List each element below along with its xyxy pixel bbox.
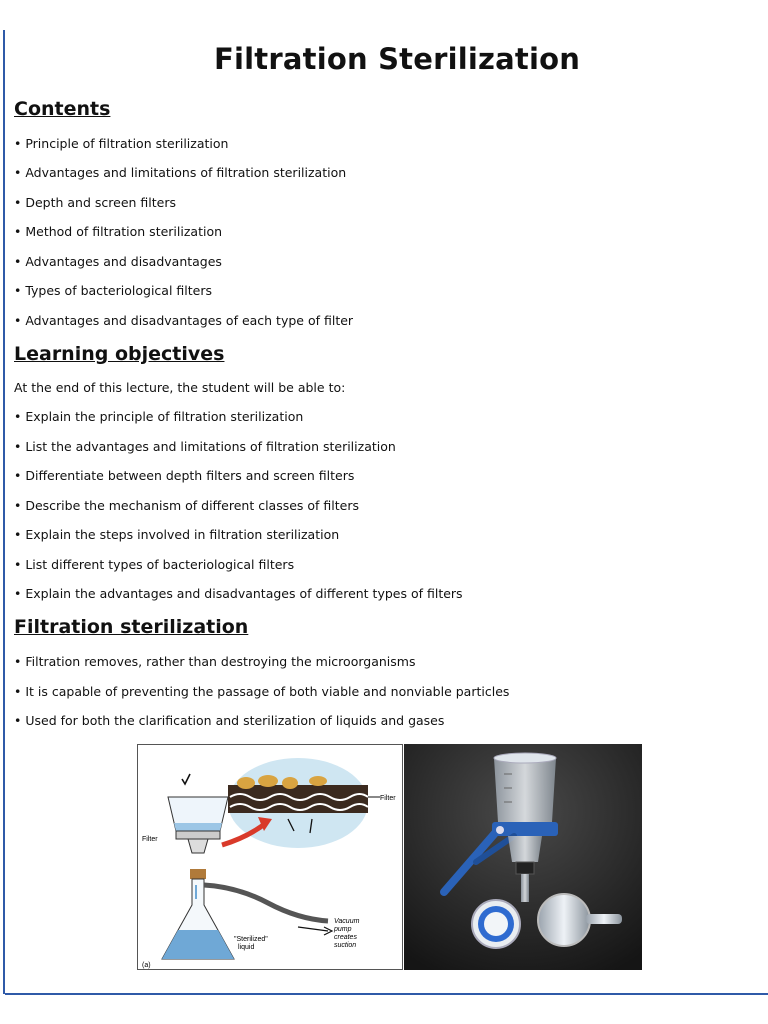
sterilized-label: "Sterilized" [234, 936, 268, 943]
objective-item: • Differentiate between depth filters and screen filters [14, 468, 355, 483]
objective-item: • Explain the steps involved in filtration sterilization [14, 527, 340, 542]
particle [309, 776, 327, 786]
objective-item: • Explain the principle of filtration sterilization [14, 409, 304, 424]
glass-funnel [494, 758, 556, 822]
filtration-item: • Filtration removes, rather than destroying the microorganisms [14, 654, 416, 669]
objectives-intro: At the end of this lecture, the student will be able to: [14, 380, 346, 395]
contents-item: • Advantages and limitations of filtration sterilization [14, 165, 347, 180]
page-left-border [3, 30, 5, 994]
contents-item: • Types of bacteriological filters [14, 283, 212, 298]
stopper [516, 862, 534, 874]
filter-label-right: Filter [380, 795, 396, 802]
contents-item: • Depth and screen filters [14, 195, 176, 210]
contents-item: • Advantages and disadvantages [14, 254, 222, 269]
vacuum-label: Vacuum [334, 918, 360, 925]
filtration-diagram [137, 744, 403, 970]
filter-apparatus-photo [404, 744, 642, 970]
svg-text:pump: pump [334, 926, 352, 933]
filter-disc [176, 831, 220, 839]
filter-apparatus-drawing [404, 744, 642, 970]
contents-item: • Principle of filtration sterilization [14, 136, 229, 151]
vacuum-tube [204, 885, 328, 921]
check-mark-icon [182, 774, 190, 784]
svg-text:creates: creates [334, 934, 357, 941]
glass-stem [521, 874, 529, 902]
page-bottom-border [5, 993, 768, 995]
particle [258, 775, 278, 787]
panel-label: (a) [142, 962, 151, 969]
particle [237, 777, 255, 789]
filter-disc-clear [538, 894, 590, 946]
contents-heading: Contents [14, 98, 111, 120]
svg-text:liquid: liquid [238, 944, 255, 951]
page-title: Filtration Sterilization [214, 42, 581, 76]
contents-item: • Method of filtration sterilization [14, 224, 223, 239]
sterilized-liquid [162, 930, 234, 959]
contents-item: • Advantages and disadvantages of each type of filter [14, 313, 354, 328]
objective-item: • Describe the mechanism of different classes of filters [14, 498, 360, 513]
filter-label-left: Filter [142, 836, 158, 843]
objectives-heading: Learning objectives [14, 343, 225, 365]
filtration-item: • Used for both the clarification and sterilization of liquids and gases [14, 713, 445, 728]
objective-item: • List different types of bacteriological filters [14, 557, 295, 572]
svg-text:suction: suction [334, 942, 357, 949]
objective-item: • Explain the advantages and disadvantages of different types of filters [14, 586, 463, 601]
objective-item: • List the advantages and limitations of filtration sterilization [14, 439, 396, 454]
stopper [190, 869, 206, 879]
particle [282, 777, 298, 789]
filtration-diagram-drawing [138, 745, 403, 970]
filtration-item: • It is capable of preventing the passage of both viable and nonviable particles [14, 684, 510, 699]
filtration-heading: Filtration sterilization [14, 616, 249, 638]
